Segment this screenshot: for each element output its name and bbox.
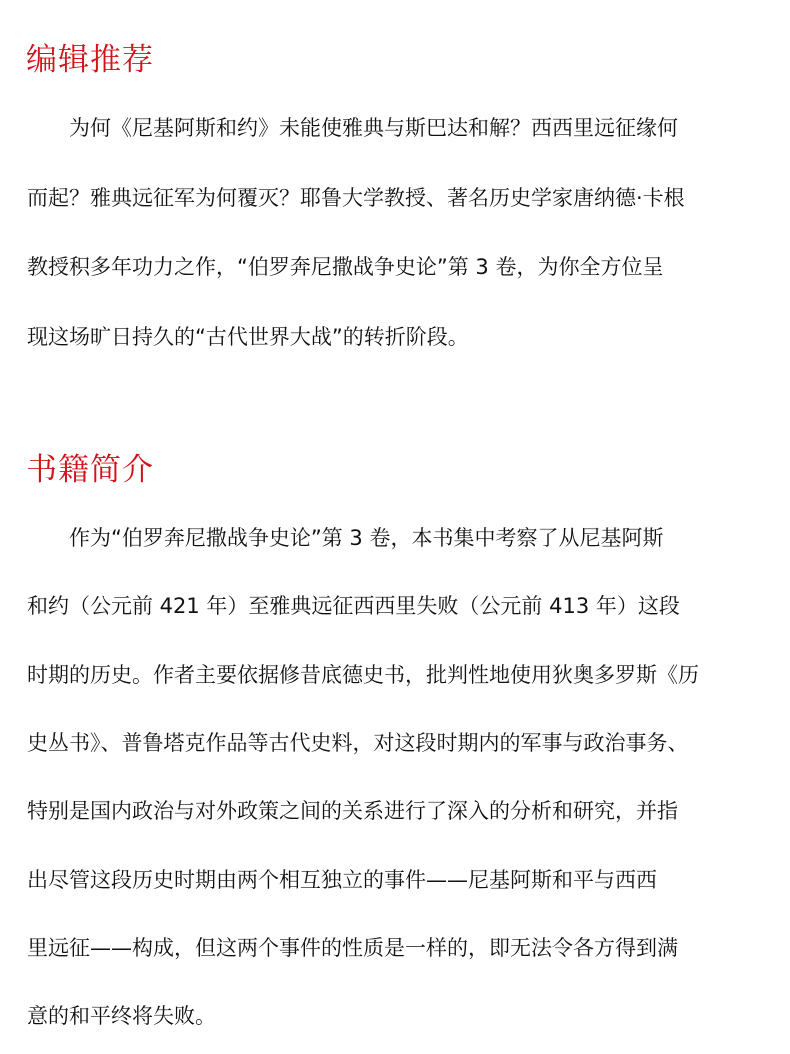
recommendation-line-3: 教授积多年功力之作，“伯罗奔尼撒战争史论”第 3 卷，为你全方位呈 [27,255,664,279]
introduction-line-8: 意的和平终将失败。 [27,1004,216,1028]
introduction-line-5: 特别是国内政治与对外政策之间的关系进行了深入的分析和研究，并指 [27,799,678,823]
introduction-line-1: 作为“伯罗奔尼撒战争史论”第 3 卷，本书集中考察了从尼基阿斯 [27,526,664,550]
introduction-line-4: 史丛书》、普鲁塔克作品等古代史料，对这段时期内的军事与政治事务、 [27,731,689,755]
introduction-line-3: 时期的历史。作者主要依据修昔底德史书，批判性地使用狄奥多罗斯《历 [27,663,699,687]
introduction-line-6: 出尽管这段历史时期由两个相互独立的事件——尼基阿斯和平与西西 [27,868,657,892]
introduction-line-7: 里远征——构成，但这两个事件的性质是一样的，即无法令各方得到满 [27,936,678,960]
recommendation-line-4: 现这场旷日持久的“古代世界大战”的转折阶段。 [27,325,469,349]
recommendation-line-2: 而起？雅典远征军为何覆灭？耶鲁大学教授、著名历史学家唐纳德·卡根 [27,186,685,210]
section-heading-editor-recommendation: 编辑推荐 [26,42,154,78]
section-heading-book-introduction: 书籍简介 [26,452,154,488]
recommendation-line-1: 为何《尼基阿斯和约》未能使雅典与斯巴达和解？西西里远征缘何 [27,116,678,140]
introduction-line-2: 和约（公元前 421 年）至雅典远征西西里失败（公元前 413 年）这段 [27,594,680,618]
